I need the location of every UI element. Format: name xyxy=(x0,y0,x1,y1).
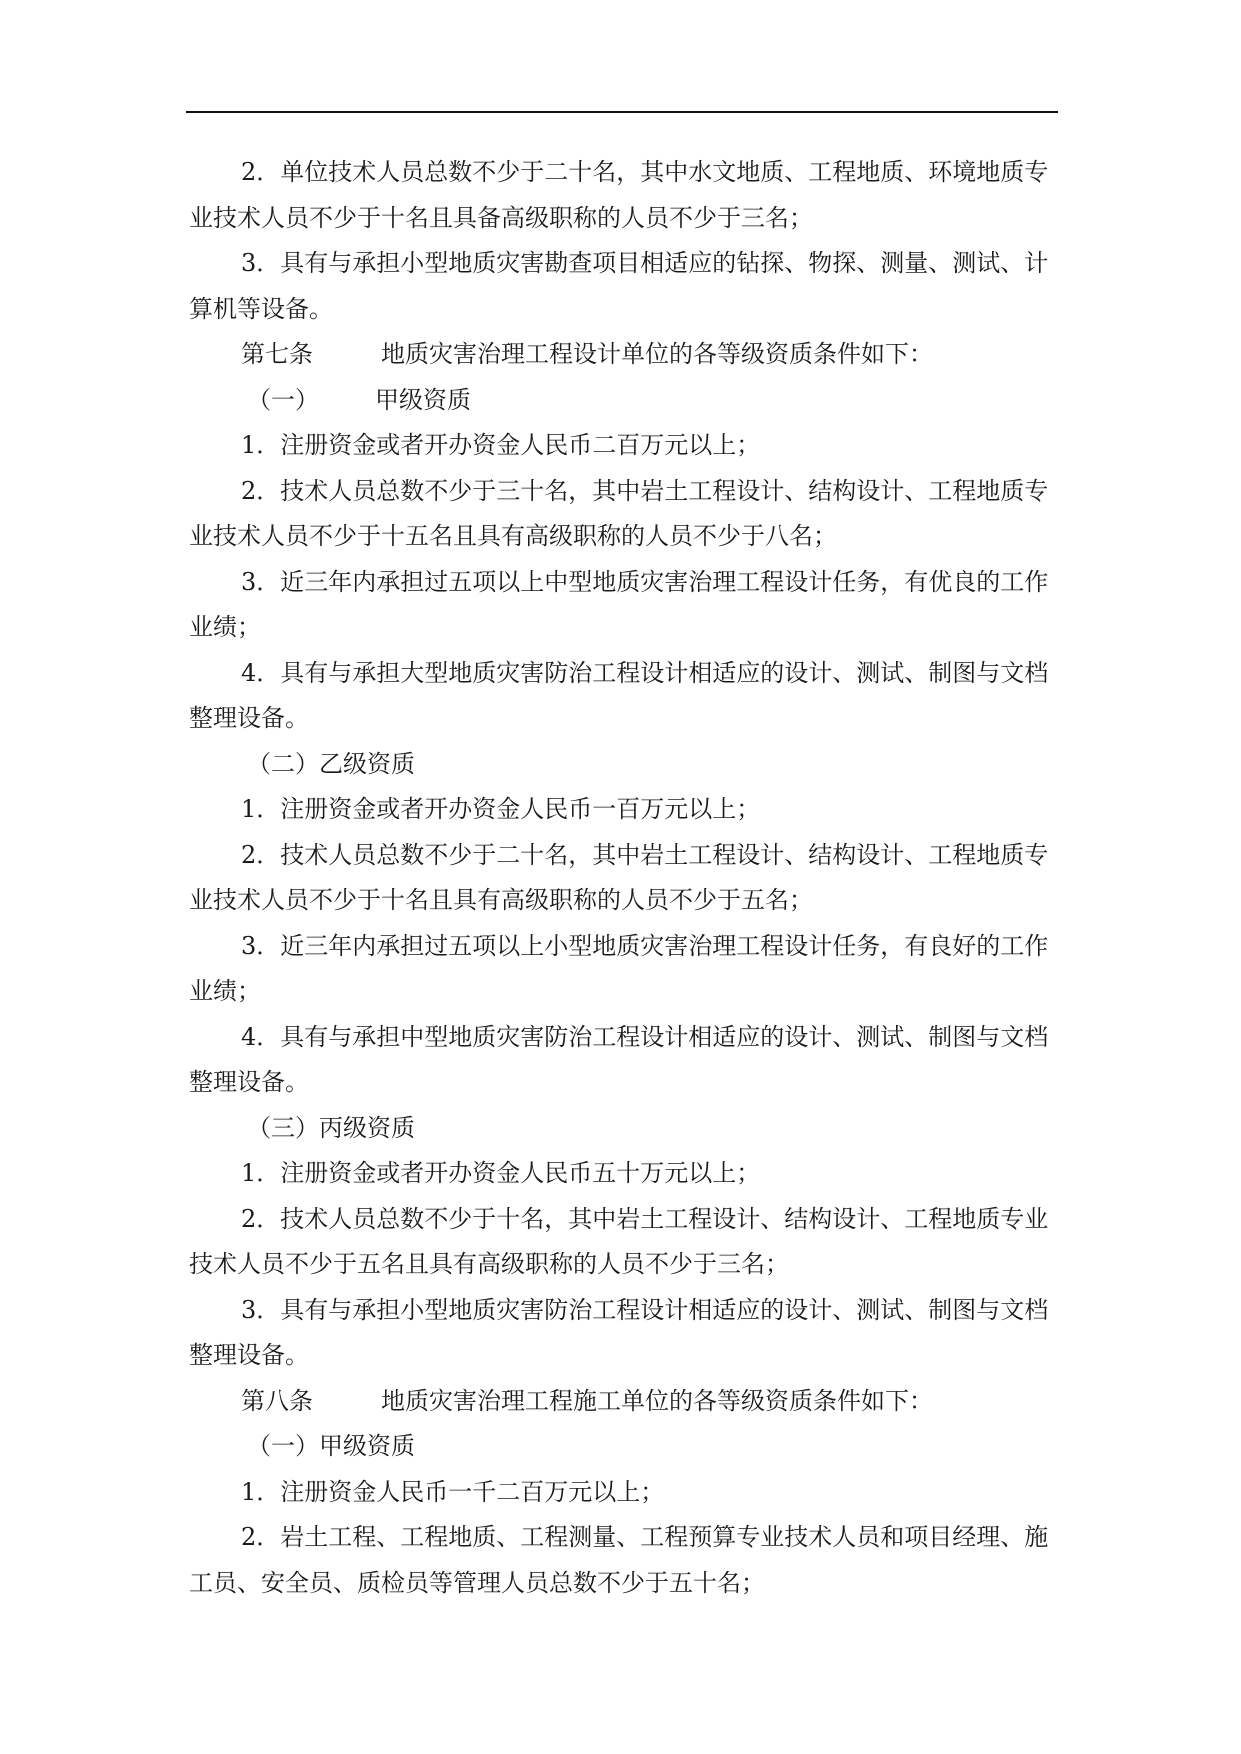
article-8-grade-a-heading: （一）甲级资质 xyxy=(247,1432,415,1460)
list-item: 1．注册资金或者开办资金人民币五十万元以上； xyxy=(241,1159,761,1187)
grade-a-heading xyxy=(189,378,1057,424)
list-item: 2．技术人员总数不少于十名，其中岩土工程设计、结构设计、工程地质专业技术人员不少于五名且具有高级职称的人员不少于三名； xyxy=(189,1204,1049,1278)
grade-text: 甲级资质 xyxy=(375,385,471,414)
grade-b-heading: （二）乙级资质 xyxy=(247,749,415,778)
list-item: 2．技术人员总数不少于三十名，其中岩土工程设计、结构设计、工程地质专业技术人员不少于十五名且具有高级职称的人员不少于八名； xyxy=(189,476,1049,550)
list-item: 1．注册资金或者开办资金人民币二百万元以上； xyxy=(241,431,761,459)
list-item: 4．具有与承担大型地质灾害防治工程设计相适应的设计、测试、制图与文档整理设备。 xyxy=(189,658,1049,732)
list-item: 3．近三年内承担过五项以上中型地质灾害治理工程设计任务，有优良的工作业绩； xyxy=(189,567,1049,641)
header-rule xyxy=(186,111,1058,113)
grade-number: （一） xyxy=(247,385,319,414)
list-item: 4．具有与承担中型地质灾害防治工程设计相适应的设计、测试、制图与文档整理设备。 xyxy=(189,1022,1049,1096)
list-item: 3．近三年内承担过五项以上小型地质灾害治理工程设计任务，有良好的工作业绩； xyxy=(189,931,1049,1005)
list-item: 2．技术人员总数不少于二十名，其中岩土工程设计、结构设计、工程地质专业技术人员不少于十名且具有高级职称的人员不少于五名； xyxy=(189,840,1049,914)
list-item: 2．岩土工程、工程地质、工程测量、工程预算专业技术人员和项目经理、施工员、安全员、质检员等管理人员总数不少于五十名； xyxy=(189,1523,1049,1597)
article-8-heading xyxy=(189,1379,1057,1425)
article-number: 第八条 xyxy=(241,1386,313,1415)
article-text: 地质灾害治理工程设计单位的各等级资质条件如下： xyxy=(381,340,933,368)
list-item: 3．具有与承担小型地质灾害防治工程设计相适应的设计、测试、制图与文档整理设备。 xyxy=(189,1295,1049,1369)
grade-c-heading: （三）丙级资质 xyxy=(247,1113,415,1142)
article-7-heading xyxy=(189,332,1057,378)
document-body xyxy=(189,150,1057,1606)
paragraph: 2．单位技术人员总数不少于二十名，其中水文地质、工程地质、环境地质专业技术人员不少于十名且具备高级职称的人员不少于三名； xyxy=(189,158,1049,232)
article-number: 第七条 xyxy=(241,340,313,368)
list-item: 1．注册资金或者开办资金人民币一百万元以上； xyxy=(241,795,761,823)
article-text: 地质灾害治理工程施工单位的各等级资质条件如下： xyxy=(381,1386,933,1415)
list-item: 1．注册资金人民币一千二百万元以上； xyxy=(241,1477,665,1506)
paragraph: 3．具有与承担小型地质灾害勘查项目相适应的钻探、物探、测量、测试、计算机等设备。 xyxy=(189,249,1049,323)
